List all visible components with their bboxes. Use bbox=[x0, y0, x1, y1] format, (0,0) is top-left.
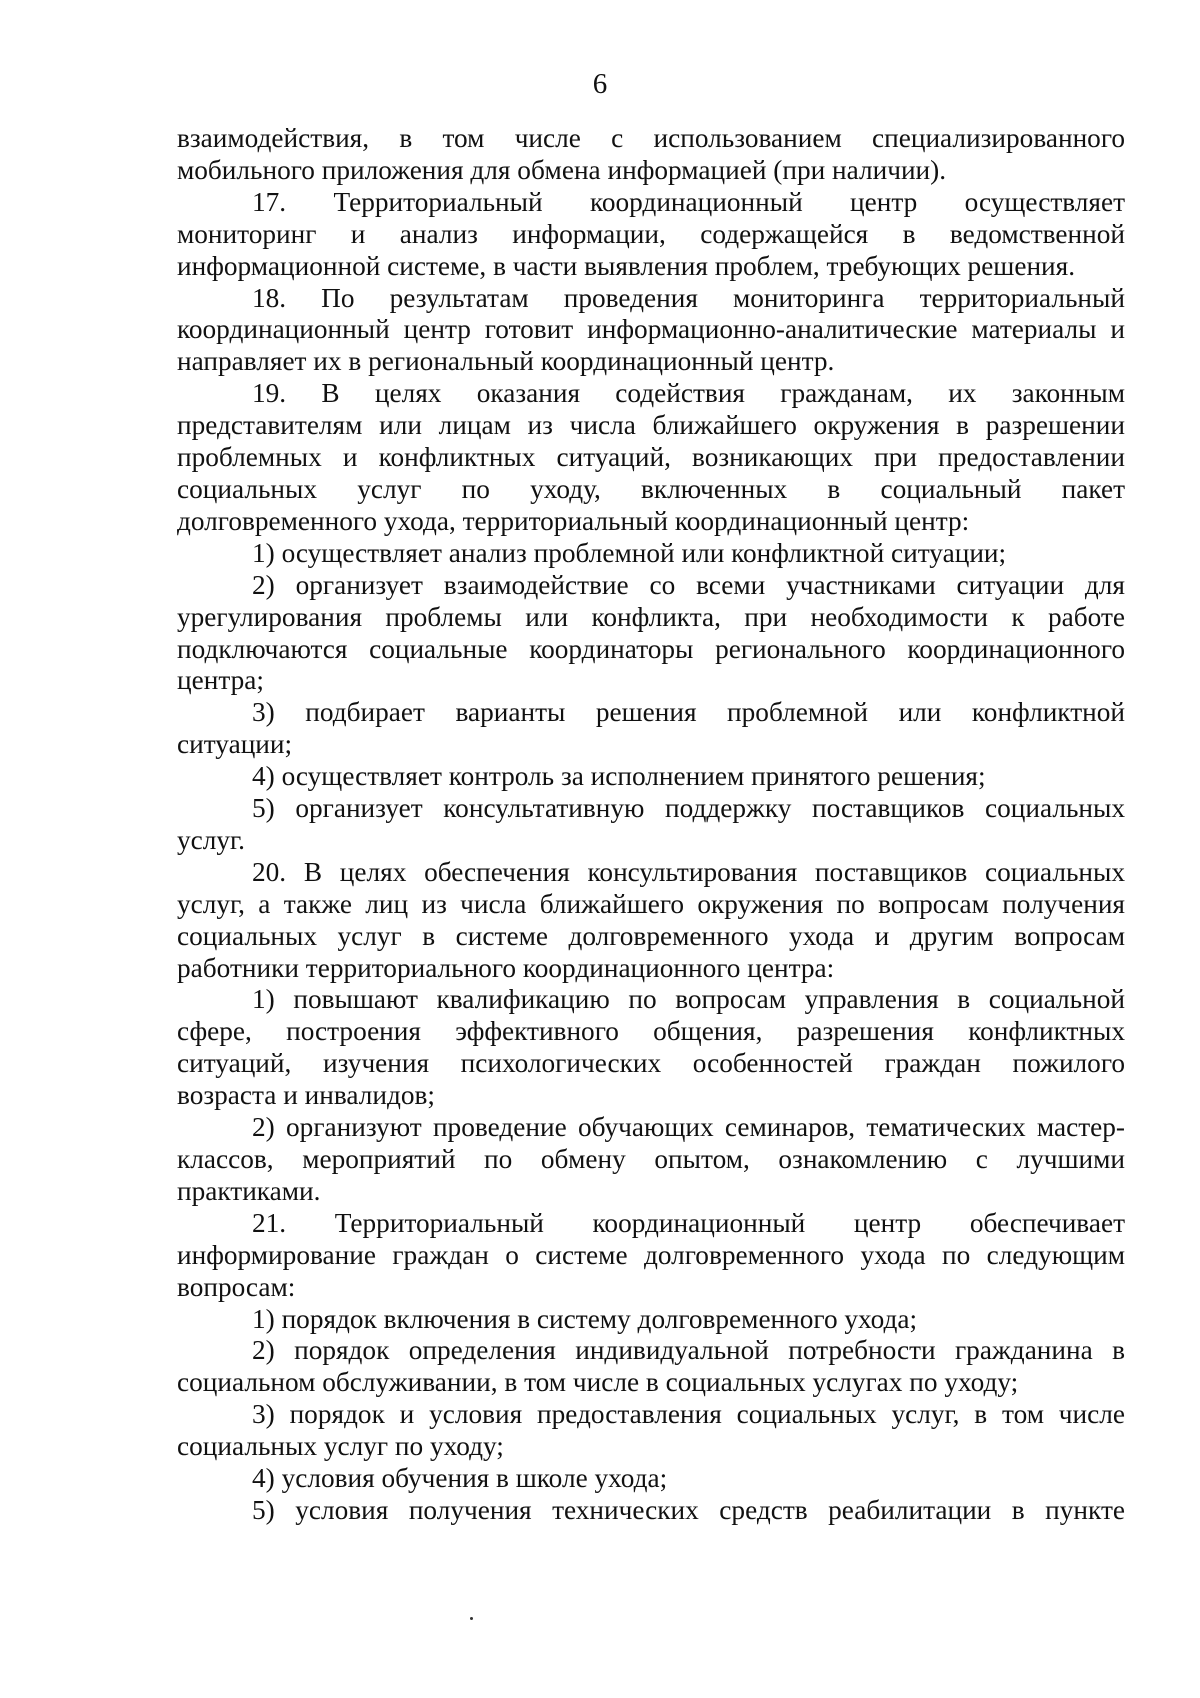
text-line: ситуации; bbox=[177, 729, 293, 760]
text-line: социальных услуг в системе долговременного ухода и другим вопросам bbox=[177, 920, 1125, 951]
paragraph bbox=[177, 538, 1125, 570]
text-line: информационной системе, в части выявления проблем, требующих решения. bbox=[177, 250, 1076, 281]
text-line: классов, мероприятий по обмену опытом, ознакомлению с лучшими bbox=[177, 1144, 1125, 1174]
text-line: 19. В целях оказания содействия гражданам, их законным bbox=[252, 378, 1125, 409]
paragraph bbox=[177, 697, 1125, 761]
paragraph bbox=[177, 378, 1125, 538]
text-line: возраста и инвалидов; bbox=[177, 1080, 435, 1111]
text-line: направляет их в региональный координационный центр. bbox=[177, 346, 835, 377]
text-line: 1) осуществляет анализ проблемной или конфликтной ситуации; bbox=[252, 537, 1007, 568]
text-line: социальных услуг по уходу, включенных в социальный пакет bbox=[177, 473, 1125, 504]
paragraph bbox=[177, 283, 1125, 379]
text-line: ситуаций, изучения психологических особенностей граждан пожилого bbox=[177, 1048, 1125, 1079]
text-line: проблемных и конфликтных ситуаций, возникающих при предоставлении bbox=[177, 442, 1125, 473]
paragraph bbox=[177, 1463, 1125, 1495]
text-line: сфере, построения эффективного общения, разрешения конфликтных bbox=[177, 1016, 1125, 1047]
scan-speck bbox=[470, 1617, 473, 1620]
text-line: подключаются социальные координаторы регионального координационного bbox=[177, 633, 1125, 664]
text-line: 5) условия получения технических средств реабилитации в пункте bbox=[252, 1494, 1125, 1525]
text-line: координационный центр готовит информационно-аналитические материалы и bbox=[177, 314, 1125, 345]
text-line: 1) повышают квалификацию по вопросам управления в социальной bbox=[252, 984, 1125, 1015]
paragraph bbox=[177, 1399, 1125, 1463]
text-line: практиками. bbox=[177, 1175, 321, 1206]
text-line: 18. По результатам проведения мониторинга территориальный bbox=[252, 282, 1125, 313]
text-line: 2) организуют проведение обучающих семинаров, тематических мастер- bbox=[252, 1112, 1125, 1143]
paragraph bbox=[177, 857, 1125, 985]
text-line: мониторинг и анализ информации, содержащейся в ведомственной bbox=[177, 218, 1125, 249]
text-line: 2) организует взаимодействие со всеми участниками ситуации для bbox=[252, 569, 1125, 600]
paragraph bbox=[177, 984, 1125, 1112]
paragraph bbox=[177, 1335, 1125, 1399]
text-line: 4) условия обучения в школе ухода; bbox=[252, 1463, 668, 1494]
text-line: социальных услуг по уходу; bbox=[177, 1431, 504, 1462]
text-line: информирование граждан о системе долговременного ухода по следующим bbox=[177, 1239, 1125, 1270]
text-line: долговременного ухода, территориальный координационный центр: bbox=[177, 505, 970, 536]
paragraph bbox=[177, 793, 1125, 857]
text-line: 4) осуществляет контроль за исполнением принятого решения; bbox=[252, 761, 986, 792]
text-line: взаимодействия, в том числе с использованием специализированного bbox=[177, 123, 1125, 153]
text-line: представителям или лицам из числа ближайшего окружения в разрешении bbox=[177, 410, 1125, 441]
text-line: 3) порядок и условия предоставления социальных услуг, в том числе bbox=[252, 1399, 1125, 1430]
paragraph bbox=[177, 187, 1125, 283]
text-line: 3) подбирает варианты решения проблемной или конфликтной bbox=[252, 697, 1125, 728]
paragraph bbox=[177, 123, 1125, 187]
paragraph bbox=[177, 1208, 1125, 1304]
paragraph bbox=[177, 761, 1125, 793]
paragraph bbox=[177, 1112, 1125, 1208]
text-line: социальном обслуживании, в том числе в социальных услугах по уходу; bbox=[177, 1367, 1019, 1398]
text-line: 21. Территориальный координационный центр обеспечивает bbox=[252, 1207, 1125, 1238]
text-line: услуг, а также лиц из числа ближайшего окружения по вопросам получения bbox=[177, 888, 1125, 919]
paragraph bbox=[177, 570, 1125, 698]
page-number: 6 bbox=[592, 68, 608, 100]
text-line: услуг. bbox=[177, 824, 245, 855]
text-line: работники территориального координационного центра: bbox=[177, 952, 835, 983]
text-line: 2) порядок определения индивидуальной потребности гражданина в bbox=[252, 1335, 1125, 1366]
text-line: мобильного приложения для обмена информацией (при наличии). bbox=[177, 154, 947, 185]
text-line: урегулирования проблемы или конфликта, при необходимости к работе bbox=[177, 601, 1125, 632]
text-line: 1) порядок включения в систему долговременного ухода; bbox=[252, 1303, 918, 1334]
text-line: вопросам: bbox=[177, 1271, 296, 1302]
paragraph bbox=[177, 1495, 1125, 1527]
document-body bbox=[177, 123, 1125, 1527]
text-line: центра; bbox=[177, 665, 264, 696]
paragraph bbox=[177, 1304, 1125, 1336]
text-line: 17. Территориальный координационный центр осуществляет bbox=[252, 186, 1125, 217]
text-line: 5) организует консультативную поддержку поставщиков социальных bbox=[252, 793, 1125, 824]
text-line: 20. В целях обеспечения консультирования поставщиков социальных bbox=[252, 856, 1125, 887]
